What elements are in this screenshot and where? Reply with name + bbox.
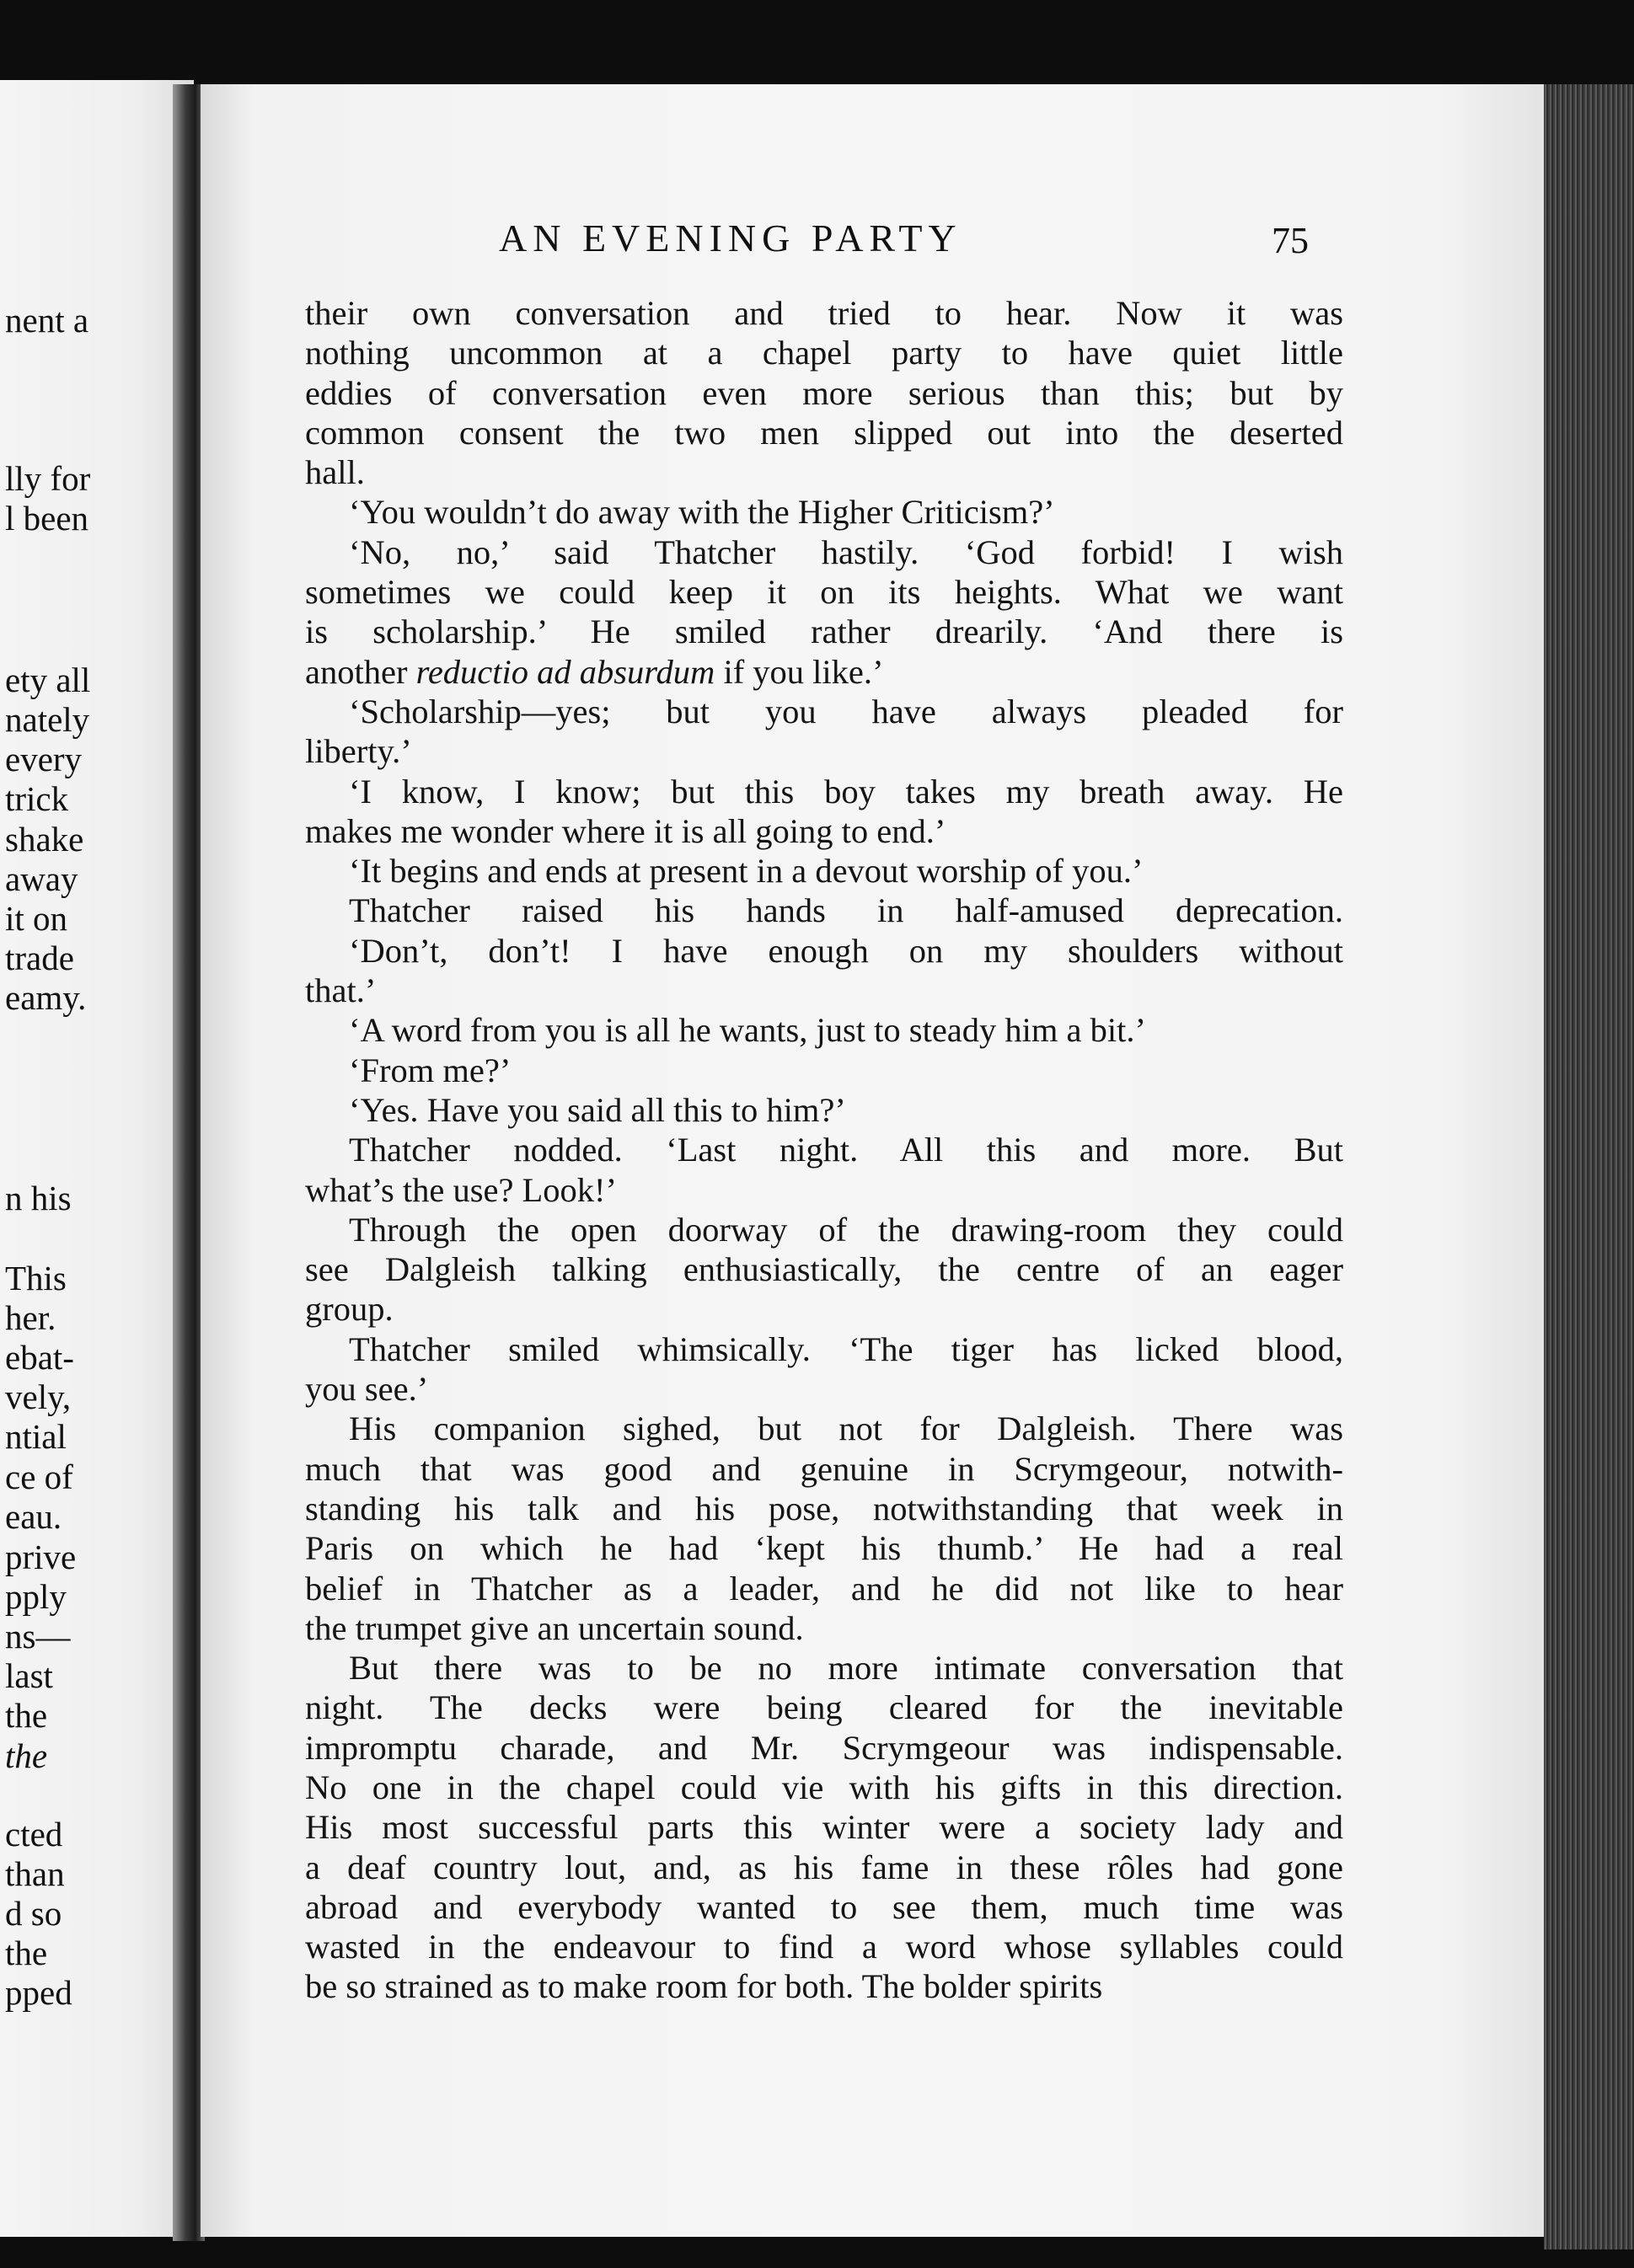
- left-page-fragment: her.: [5, 1298, 56, 1337]
- text-line: [305, 692, 1343, 731]
- left-facing-page: [0, 80, 194, 2237]
- left-page-fragment: ce of: [5, 1458, 73, 1496]
- text-line: [305, 1409, 1343, 1448]
- text-run: ‘Yes. Have you said all this to him?’: [349, 1090, 846, 1129]
- left-page-fragment: it on: [5, 899, 68, 938]
- text-line: [305, 373, 1343, 413]
- text-run: standing his talk and his pose, notwithstanding that week in: [305, 1489, 1343, 1527]
- text-line: [305, 851, 1343, 891]
- text-run: ‘Don’t, don’t! I have enough on my shoulders without: [349, 931, 1343, 970]
- text-line: [305, 891, 1343, 930]
- italic-phrase: reductio ad absurdum: [415, 652, 715, 691]
- text-run: if you like.’: [715, 652, 884, 691]
- text-run: wasted in the endeavour to find a word whose syllables could: [305, 1928, 1343, 1966]
- text-run: that.’: [305, 971, 377, 1010]
- text-run: belief in Thatcher as a leader, and he did not like to hear: [305, 1569, 1343, 1607]
- text-line: [305, 931, 1343, 971]
- text-line: [305, 413, 1343, 452]
- text-line: [305, 1768, 1343, 1807]
- text-line: [305, 1249, 1343, 1289]
- text-run: His companion sighed, but not for Dalgleish. There was: [349, 1409, 1343, 1448]
- left-page-fragment: every: [5, 740, 83, 778]
- text-run: ‘From me?’: [349, 1051, 512, 1089]
- text-line: [305, 612, 1343, 651]
- left-page-fragment: This: [5, 1259, 67, 1297]
- text-line: [305, 1807, 1343, 1847]
- text-run: see Dalgleish talking enthusiastically, the centre of an eager: [305, 1250, 1343, 1289]
- text-run: His most successful parts this winter were a society lady and: [305, 1808, 1343, 1847]
- text-line: [305, 772, 1343, 811]
- text-line: [305, 1569, 1343, 1608]
- text-run: is scholarship.’ He smiled rather drearily. ‘And there is: [305, 612, 1343, 651]
- left-page-fragment: the: [5, 1736, 48, 1775]
- text-run: sometimes we could keep it on its heights. What we want: [305, 573, 1343, 612]
- left-page-fragment: eamy.: [5, 978, 87, 1017]
- text-line: [305, 1369, 1343, 1409]
- text-line: [305, 971, 1343, 1010]
- text-line: [305, 1608, 1343, 1648]
- left-page-fragment: nately: [5, 700, 90, 739]
- text-run: eddies of conversation even more serious than this; but by: [305, 373, 1343, 412]
- text-run: Thatcher raised his hands in half-amused deprecation.: [349, 891, 1343, 930]
- left-page-fragment: than: [5, 1854, 65, 1893]
- text-run: But there was to be no more intimate conversation that: [349, 1649, 1343, 1688]
- page-header: [499, 216, 1342, 266]
- text-line: [305, 452, 1343, 492]
- text-run: ‘A word from you is all he wants, just to steady him a bit.’: [349, 1011, 1146, 1050]
- left-page-fragment: prive: [5, 1538, 77, 1576]
- text-line: [305, 811, 1343, 851]
- left-page-fragment: n his: [5, 1179, 72, 1217]
- left-page-fragment: pply: [5, 1577, 67, 1616]
- left-page-fragment: trade: [5, 939, 74, 977]
- text-line: [305, 1728, 1343, 1768]
- text-line: [305, 1449, 1343, 1489]
- text-run: ‘Scholarship—yes; but you have always pleaded for: [349, 692, 1343, 730]
- left-page-fragment: vely,: [5, 1377, 72, 1416]
- left-page-fragment: trick: [5, 779, 69, 818]
- left-page-fragment: last: [5, 1656, 53, 1695]
- text-run: Through the open doorway of the drawing-room they could: [349, 1210, 1343, 1249]
- text-run: the trumpet give an uncertain sound.: [305, 1608, 804, 1647]
- text-line: [305, 1648, 1343, 1688]
- left-page-fragment: lly for: [5, 459, 91, 498]
- text-line: [305, 1130, 1343, 1169]
- text-line: [305, 492, 1343, 532]
- text-run: a deaf country lout, and, as his fame in these rôles had gone: [305, 1848, 1343, 1886]
- text-line: [305, 652, 1343, 692]
- left-page-fragment: ebat-: [5, 1338, 74, 1377]
- text-line: [305, 1051, 1343, 1090]
- text-run: liberty.’: [305, 732, 412, 771]
- text-run: much that was good and genuine in Scrymgeour, notwith-: [305, 1449, 1343, 1488]
- text-line: [305, 1887, 1343, 1927]
- page-number: 75: [1272, 220, 1309, 261]
- text-run: Thatcher smiled whimsically. ‘The tiger has licked blood,: [349, 1329, 1343, 1368]
- left-page-fragment: nent a: [5, 301, 89, 340]
- text-line: [305, 1329, 1343, 1369]
- text-run: impromptu charade, and Mr. Scrymgeour was indispensable.: [305, 1728, 1343, 1767]
- left-page-fragment: ntial: [5, 1417, 67, 1456]
- text-run: common consent the two men slipped out into the deserted: [305, 413, 1343, 452]
- text-run: you see.’: [305, 1370, 429, 1409]
- text-line: [305, 532, 1343, 572]
- text-run: Paris on which he had ‘kept his thumb.’ He had a real: [305, 1529, 1343, 1568]
- text-run: ‘You wouldn’t do away with the Higher Criticism?’: [349, 493, 1055, 532]
- text-line: [305, 1289, 1343, 1329]
- left-page-fragment: ns—: [5, 1617, 71, 1656]
- text-run: makes me wonder where it is all going to end.’: [305, 811, 946, 850]
- text-line: [305, 572, 1343, 612]
- body-text: [305, 293, 1343, 2007]
- text-run: hall.: [305, 453, 365, 492]
- left-page-fragment: shake: [5, 820, 84, 859]
- text-line: [305, 1210, 1343, 1249]
- left-page-fragment: the: [5, 1696, 48, 1735]
- running-head: AN EVENING PARTY: [499, 217, 962, 259]
- text-run: ‘It begins and ends at present in a devout worship of you.’: [349, 852, 1144, 891]
- text-run: be so strained as to make room for both. The bolder spirits: [305, 1967, 1103, 2006]
- text-line: [305, 1927, 1343, 1966]
- text-line: [305, 1489, 1343, 1528]
- left-page-fragment: eau.: [5, 1497, 62, 1536]
- text-line: [305, 1090, 1343, 1130]
- text-run: another: [305, 652, 416, 691]
- page-edges: [1544, 84, 1634, 2249]
- left-page-fragment: cted: [5, 1815, 63, 1853]
- left-page-fragment: pped: [5, 1973, 72, 2012]
- text-run: ‘I know, I know; but this boy takes my breath away. He: [349, 772, 1343, 810]
- text-run: what’s the use? Look!’: [305, 1170, 618, 1209]
- text-line: [305, 1170, 1343, 1210]
- left-page-fragment: away: [5, 859, 78, 898]
- left-page-fragment: l been: [5, 499, 89, 538]
- text-run: ‘No, no,’ said Thatcher hastily. ‘God forbid! I wish: [349, 532, 1343, 571]
- left-page-fragment: d so: [5, 1894, 62, 1933]
- text-line: [305, 1848, 1343, 1887]
- text-line: [305, 333, 1343, 372]
- text-line: [305, 1528, 1343, 1568]
- left-page-fragment: ety all: [5, 661, 91, 699]
- text-line: [305, 293, 1343, 333]
- text-run: nothing uncommon at a chapel party to have quiet little: [305, 334, 1343, 372]
- text-line: [305, 1010, 1343, 1050]
- text-line: [305, 1966, 1343, 2006]
- left-page-fragment: the: [5, 1934, 48, 1972]
- text-run: their own conversation and tried to hear. Now it was: [305, 294, 1343, 332]
- text-run: group.: [305, 1290, 394, 1329]
- text-run: abroad and everybody wanted to see them, much time was: [305, 1887, 1343, 1926]
- text-line: [305, 731, 1343, 771]
- text-run: night. The decks were being cleared for the inevitable: [305, 1688, 1343, 1727]
- text-run: Thatcher nodded. ‘Last night. All this and more. But: [349, 1131, 1343, 1169]
- text-run: No one in the chapel could vie with his gifts in this direction.: [305, 1768, 1343, 1806]
- text-line: [305, 1688, 1343, 1727]
